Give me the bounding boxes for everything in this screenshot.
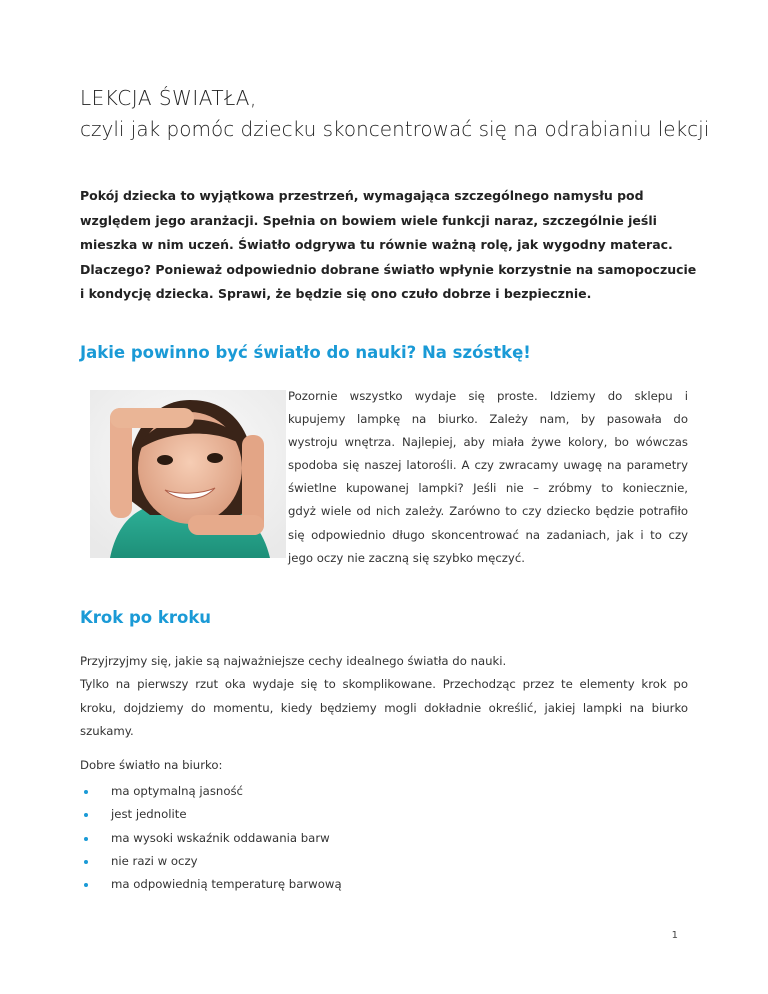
- paragraph-line: Przyjrzyjmy się, jakie są najważniejsze cechy idealnego światła do nauki.: [80, 654, 507, 668]
- list-item-text: ma optymalną jasność: [111, 784, 243, 798]
- bullet-icon: [84, 813, 88, 817]
- list-item: [80, 803, 680, 826]
- paragraph-line: jego oczy nie zaczną się szybko męczyć.: [288, 550, 525, 565]
- list-item: [80, 873, 680, 896]
- paragraph-line: świetlne kupowanej lampki? Jeśli nie – zróbmy to koniecznie,: [288, 481, 688, 496]
- document-page: [80, 0, 710, 994]
- bullet-icon: [84, 883, 88, 887]
- list-item-text: ma odpowiednią temperaturę barwową: [111, 877, 342, 892]
- paragraph-line: spodoba się naszej latorośli. A czy zwracamy uwagę na parametry: [288, 458, 688, 473]
- list-item-text: nie razi w oczy: [111, 853, 198, 868]
- list-item: [80, 827, 680, 850]
- list-item-text: jest jednolite: [111, 807, 187, 822]
- features-list: [80, 780, 680, 896]
- section-heading-light-for-study: Jakie powinno być światło do nauki? Na szóstkę!: [80, 343, 531, 362]
- intro-line: Dlaczego? Ponieważ odpowiednio dobrane światło wpłynie korzystnie na samopoczucie: [80, 261, 697, 277]
- paragraph-line: kupujemy lampkę na biurko. Zależy nam, by pasowała do: [288, 412, 688, 427]
- document-title: [80, 83, 710, 145]
- section2-paragraph: [80, 650, 688, 743]
- paragraph-line: się odpowiednio długo skoncentrować na zadaniach, jak i to czy: [288, 527, 688, 542]
- paragraph-line: Pozornie wszystko wydaje się proste. Idziemy do sklepu i: [288, 389, 688, 403]
- bullet-icon: [84, 837, 88, 841]
- title-line-1: LEKCJA ŚWIATŁA,: [80, 86, 257, 110]
- bullet-icon: [84, 860, 88, 864]
- paragraph-line: szukamy.: [80, 723, 134, 738]
- section1-paragraph: [288, 385, 688, 570]
- section-heading-step-by-step: Krok po kroku: [80, 608, 212, 627]
- intro-paragraph: [80, 184, 697, 307]
- intro-line: i kondycję dziecka. Sprawi, że będzie się ono czuło dobrze i bezpiecznie.: [80, 286, 592, 301]
- page-number: 1: [671, 930, 678, 941]
- list-item-text: ma wysoki wskaźnik oddawania barw: [111, 830, 330, 845]
- paragraph-line: wystroju wnętrza. Najlepiej, aby miała żywe kolory, bo wówczas: [288, 435, 688, 450]
- list-item: [80, 850, 680, 873]
- list-intro: Dobre światło na biurko:: [80, 758, 223, 772]
- intro-line: Pokój dziecka to wyjątkowa przestrzeń, wymagająca szczególnego namysłu pod: [80, 188, 644, 203]
- bullet-icon: [84, 790, 88, 794]
- list-item: [80, 780, 680, 803]
- paragraph-line: Tylko na pierwszy rzut oka wydaje się to skomplikowane. Przechodząc przez te elementy krok po: [80, 677, 688, 692]
- paragraph-line: gdyż wiele od nich zależy. Zarówno to czy dziecko będzie potrafiło: [288, 504, 688, 519]
- child-photo: [90, 390, 286, 558]
- intro-line: mieszka w nim uczeń. Światło odgrywa tu równie ważną rolę, jak wygodny materac.: [80, 237, 673, 252]
- paragraph-line: kroku, dojdziemy do momentu, kiedy będziemy mogli dokładnie określić, jakiej lampki na biurko: [80, 700, 688, 715]
- intro-line: względem jego aranżacji. Spełnia on bowiem wiele funkcji naraz, szczególnie jeśli: [80, 212, 657, 228]
- title-line-2: czyli jak pomóc dziecku skoncentrować się na odrabianiu lekcji: [80, 117, 710, 141]
